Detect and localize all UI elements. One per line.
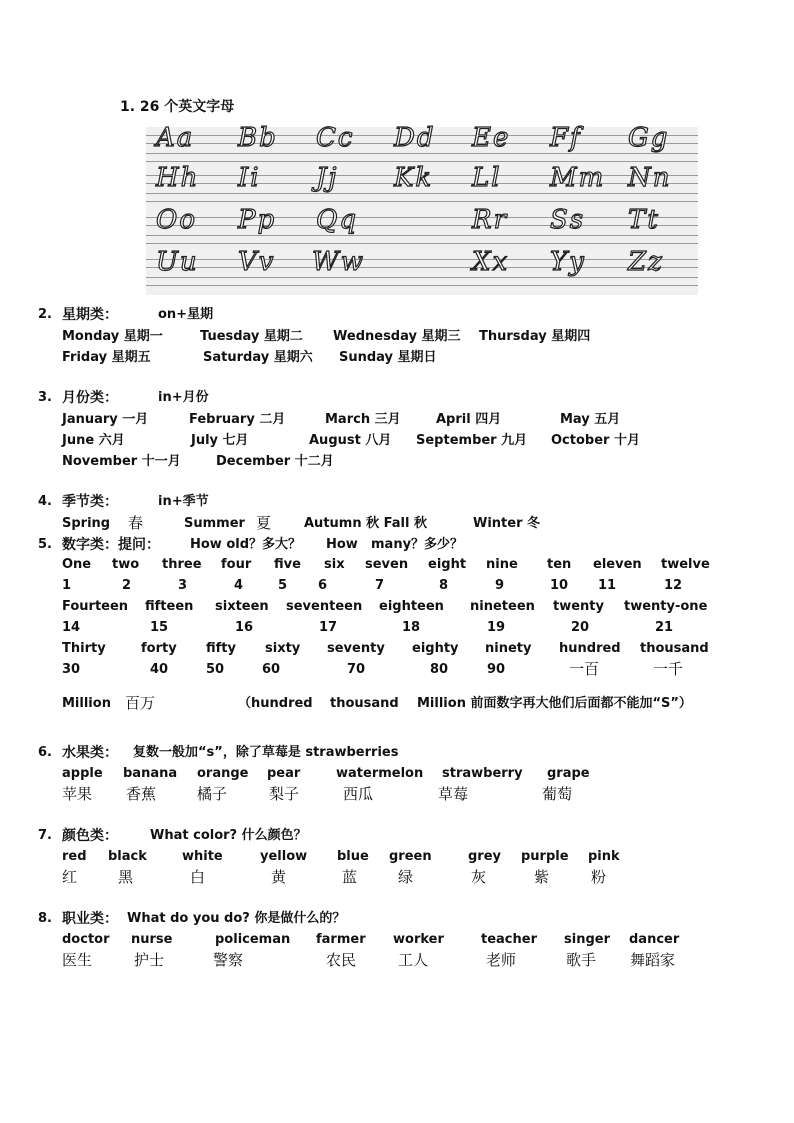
number-word: thousand [640,641,709,656]
letter-xx: Xx [472,247,510,277]
job-cn: 歌手 [566,951,597,969]
month-item: September 九月 [416,433,528,448]
fruit-cn: 香蕉 [126,785,157,803]
million-chinese: 百万 [125,694,156,712]
fruit-cn: 梨子 [269,785,300,803]
number-digit: 80 [430,662,449,677]
color-en: white [182,849,223,864]
fruit-cn: 草莓 [438,785,469,803]
section-3-rule: in+月份 [158,390,209,405]
fruit-en: orange [197,766,249,781]
number-word: twelve [661,557,710,572]
number-word: ninety [485,641,532,656]
section-1-title: 1. 26 个英文字母 [120,99,235,115]
fruit-en: strawberry [442,766,523,781]
section-5-question-1: How old？多大？ [190,537,302,552]
section-7-question: What color? 什么颜色？ [150,828,307,843]
color-en: purple [521,849,569,864]
color-cn: 红 [62,868,78,886]
number-word: Fourteen [62,599,129,614]
number-word: five [274,557,301,572]
letter-bb: Bb [238,123,278,153]
letter-gg: Gg [628,123,670,153]
letter-ll: Ll [472,163,502,193]
number-digit: 9 [495,578,505,593]
fruit-cn: 葡萄 [542,785,573,803]
color-en: green [389,849,432,864]
letter-uu: Uu [156,247,199,277]
weekday-item: Monday 星期一 [62,329,163,344]
letter-cc: Cc [316,123,355,153]
color-cn: 灰 [471,868,487,886]
number-word: Thirty [62,641,106,656]
month-item: November 十一月 [62,454,181,469]
weekday-item: Wednesday 星期三 [333,329,461,344]
letter-ff: Ff [550,123,582,153]
number-word: ten [547,557,572,572]
color-cn: 粉 [591,868,607,886]
job-cn: 护士 [134,951,165,969]
color-cn: 紫 [534,868,550,886]
month-item: February 二月 [189,412,286,427]
month-item: December 十二月 [216,454,334,469]
fruit-cn: 苹果 [62,785,93,803]
fruit-en: grape [547,766,590,781]
number-digit: 90 [487,662,506,677]
weekday-item: Saturday 星期六 [203,350,313,365]
job-en: doctor [62,932,110,947]
number-word: One [62,557,92,572]
million-word: Million [62,696,111,711]
number-digit: 60 [262,662,281,677]
job-cn: 警察 [213,951,244,969]
letter-kk: Kk [394,163,434,193]
fruit-en: banana [123,766,178,781]
color-cn: 黑 [118,868,134,886]
month-item: April 四月 [436,412,502,427]
number-digit: 70 [347,662,366,677]
number-digit: 3 [178,578,188,593]
month-item: July 七月 [191,433,249,448]
month-item: August 八月 [309,433,392,448]
month-item: October 十月 [551,433,640,448]
letter-rr: Rr [472,205,509,235]
section-8-number: 8. [38,911,52,926]
job-en: nurse [131,932,173,947]
letter-ss: Ss [550,205,586,235]
section-4-title: 季节类： [62,494,118,510]
number-word: seven [365,557,409,572]
job-cn: 工人 [398,951,429,969]
color-cn: 黄 [271,868,287,886]
weekday-item: Sunday 星期日 [339,350,437,365]
color-en: yellow [260,849,308,864]
fruit-cn: 橘子 [197,785,228,803]
month-item: May 五月 [560,412,621,427]
section-2-rule: on+星期 [158,307,214,322]
number-digit: 4 [234,578,244,593]
section-5-question-3: many？多少？ [371,537,464,552]
letter-qq: Qq [316,205,358,235]
number-digit: 30 [62,662,81,677]
section-2-number: 2. [38,307,52,322]
number-word: nineteen [470,599,535,614]
job-cn: 医生 [62,951,93,969]
number-word: eighteen [379,599,444,614]
number-word: two [112,557,140,572]
number-digit: 16 [235,620,254,635]
letter-hh: Hh [156,163,200,193]
number-word: twenty [553,599,604,614]
million-note-1: （hundred [238,696,313,711]
month-item: March 三月 [325,412,401,427]
million-note-3: Million 前面数字再大他们后面都不能加“S”） [417,696,692,711]
letter-aa: Aa [156,123,195,153]
job-cn: 舞蹈家 [630,951,676,969]
number-word: seventy [327,641,385,656]
number-digit: 40 [150,662,169,677]
number-digit: 一百 [569,660,600,678]
number-digit: 5 [278,578,288,593]
letter-ee: Ee [472,123,511,153]
month-item: January 一月 [62,412,149,427]
letter-ww: Ww [312,247,365,277]
number-word: forty [141,641,177,656]
color-cn: 蓝 [342,868,358,886]
section-8-title: 职业类： [62,911,118,927]
job-en: dancer [629,932,680,947]
letter-vv: Vv [238,247,276,277]
color-en: pink [588,849,620,864]
number-digit: 12 [664,578,683,593]
number-digit: 一千 [653,660,684,678]
weekday-item: Friday 星期五 [62,350,151,365]
letter-dd: Dd [394,123,436,153]
number-word: sixteen [215,599,269,614]
job-cn: 老师 [486,951,517,969]
season-item: Winter 冬 [473,516,541,531]
weekday-item: Tuesday 星期二 [200,329,303,344]
letter-zz: Zz [628,247,664,277]
fruit-en: watermelon [336,766,424,781]
number-digit: 18 [402,620,421,635]
number-word: sixty [265,641,301,656]
number-digit: 17 [319,620,338,635]
section-3-title: 月份类： [62,390,118,406]
weekday-item: Thursday 星期四 [479,329,591,344]
section-7-title: 颜色类： [62,828,118,844]
color-cn: 绿 [398,868,414,886]
alphabet-chart [146,123,698,295]
section-6-note: 复数一般加“s”，除了草莓是 strawberries [133,745,399,760]
number-word: six [324,557,345,572]
number-digit: 8 [439,578,449,593]
color-cn: 白 [190,868,206,886]
color-en: blue [337,849,369,864]
month-item: June 六月 [62,433,125,448]
letter-tt: Tt [628,205,660,235]
number-digit: 11 [598,578,617,593]
number-word: nine [486,557,518,572]
section-6-number: 6. [38,745,52,760]
section-5-title: 数字类：提问： [62,537,160,553]
section-8-question: What do you do? 你是做什么的？ [127,911,346,926]
number-digit: 6 [318,578,328,593]
section-2-title: 星期类： [62,307,118,323]
number-digit: 50 [206,662,225,677]
letter-oo: Oo [156,205,197,235]
number-word: seventeen [286,599,363,614]
season-item: 春 [128,514,144,532]
number-word: hundred [559,641,621,656]
section-5-number: 5. [38,537,52,552]
color-en: red [62,849,87,864]
number-word: twenty-one [624,599,708,614]
letter-yy: Yy [550,247,586,277]
number-word: fifty [206,641,236,656]
fruit-en: pear [267,766,301,781]
season-item: Summer [184,516,245,531]
letter-nn: Nn [628,163,672,193]
number-word: three [162,557,202,572]
number-digit: 14 [62,620,81,635]
number-word: fifteen [145,599,194,614]
letter-ii: Ii [238,163,261,193]
season-item: Spring [62,516,111,531]
job-en: farmer [316,932,366,947]
million-note-2: thousand [330,696,399,711]
color-en: grey [468,849,502,864]
section-6-title: 水果类： [62,745,118,761]
number-word: eleven [593,557,642,572]
section-7-number: 7. [38,828,52,843]
fruit-en: apple [62,766,103,781]
fruit-cn: 西瓜 [343,785,374,803]
letter-mm: Mm [550,163,606,193]
letter-pp: Pp [238,205,277,235]
season-item: Autumn 秋 Fall 秋 [304,516,427,531]
number-digit: 1 [62,578,72,593]
number-digit: 19 [487,620,506,635]
letter-jj: Jj [316,163,339,193]
section-4-rule: in+季节 [158,494,209,509]
color-en: black [108,849,147,864]
number-digit: 7 [375,578,385,593]
job-en: singer [564,932,610,947]
number-digit: 15 [150,620,169,635]
job-en: teacher [481,932,537,947]
job-cn: 农民 [326,951,357,969]
number-digit: 20 [571,620,590,635]
section-4-number: 4. [38,494,52,509]
section-5-question-2: How [326,537,358,552]
job-en: worker [393,932,444,947]
section-3-number: 3. [38,390,52,405]
number-word: eighty [412,641,459,656]
job-en: policeman [215,932,291,947]
number-word: eight [428,557,467,572]
number-digit: 2 [122,578,132,593]
number-digit: 10 [550,578,569,593]
number-digit: 21 [655,620,674,635]
number-word: four [221,557,252,572]
season-item: 夏 [256,514,272,532]
